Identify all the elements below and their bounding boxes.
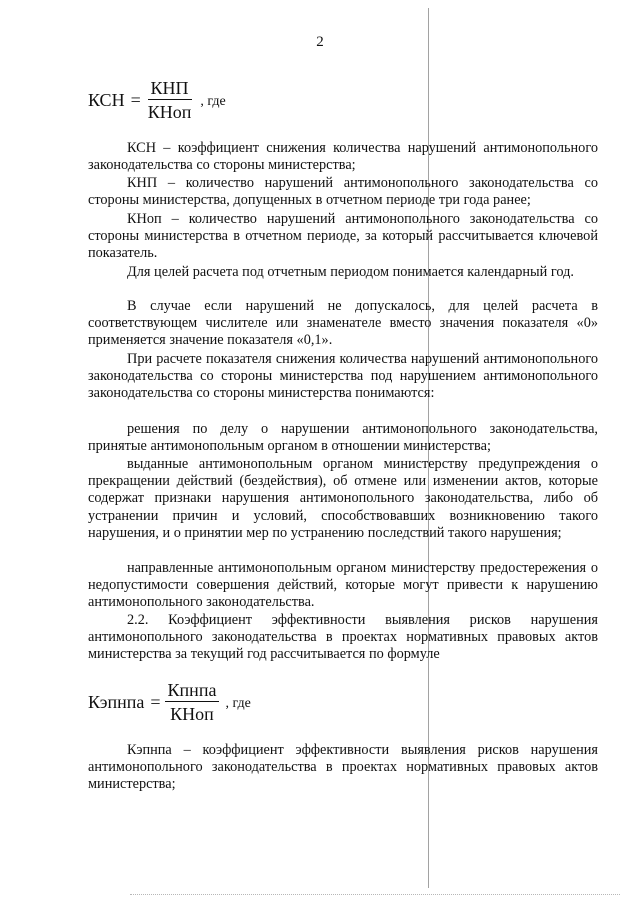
section-2-2-paragraph: 2.2. Коэффициент эффективности выявления рисков нарушения антимонопольного законодательства в проектах нормативных правовых актов министерства за текущий год рассчитывается по формуле [88,612,598,663]
equals-sign: = [150,691,161,712]
cautions-list-item: направленные антимонопольным органом министерству предостережения о недопустимости совершения действий, которые могут привести к нарушению антимонопольного законодательства. [88,560,598,611]
page-number: 2 [316,34,324,50]
definition-ksn: КСН – коэффициент снижения количества нарушений антимонопольного законодательства со стороны министерства; [88,140,598,174]
formula-ksn-denominator: КНоп [147,102,192,122]
formula-kepnpa [88,680,251,724]
formula-ksn-numerator: КНП [148,78,192,100]
formula-kepnpa-lhs: Кэпнпа [88,691,145,712]
formula-kepnpa-suffix: , где [225,696,251,711]
formula-ksn-fraction [145,78,195,122]
equals-sign: = [130,89,141,110]
warnings-list-item: выданные антимонопольным органом министерству предупреждения о прекращении действий (бездействия), об отмене или изменении актов, которые содержат признаки нарушения антимонопольного законодательства, либо об устранении причин и условий, способствовавших возникновению такого нарушения, и о принятии мер по устранению последствий такого нарушения; [88,456,598,541]
formula-kepnpa-fraction [165,680,220,724]
violation-definition-paragraph: При расчете показателя снижения количества нарушений антимонопольного законодательства со стороны министерства под нарушением антимонопольного законодательства со стороны министерства понимаются: [88,351,598,402]
formula-ksn [88,78,226,122]
scan-artifact-footer [130,894,620,897]
formula-ksn-lhs: КСН [88,89,125,110]
formula-kepnpa-numerator: Кпнпа [165,680,220,702]
zero-value-paragraph: В случае если нарушений не допускалось, для целей расчета в соответствующем числителе или знаменателе вместо значения показателя «0» применяется значение показателя «0,1». [88,298,598,349]
formula-ksn-suffix: , где [200,94,226,109]
definition-kepnpa: Кэпнпа – коэффициент эффективности выявления рисков нарушения антимонопольного законодательства в проектах нормативных правовых актов министерства; [88,742,598,793]
decisions-list-item: решения по делу о нарушении антимонопольного законодательства, принятые антимонопольным органом в отношении министерства; [88,421,598,455]
formula-kepnpa-denominator: КНоп [170,704,214,724]
definition-knp: КНП – количество нарушений антимонопольного законодательства со стороны министерства, допущенных в отчетном периоде три года ранее; [88,175,598,209]
definition-knop: КНоп – количество нарушений антимонопольного законодательства со стороны министерства в отчетном периоде, за который рассчитывается ключевой показатель. [88,211,598,262]
reporting-period-paragraph: Для целей расчета под отчетным периодом понимается календарный год. [127,264,574,280]
